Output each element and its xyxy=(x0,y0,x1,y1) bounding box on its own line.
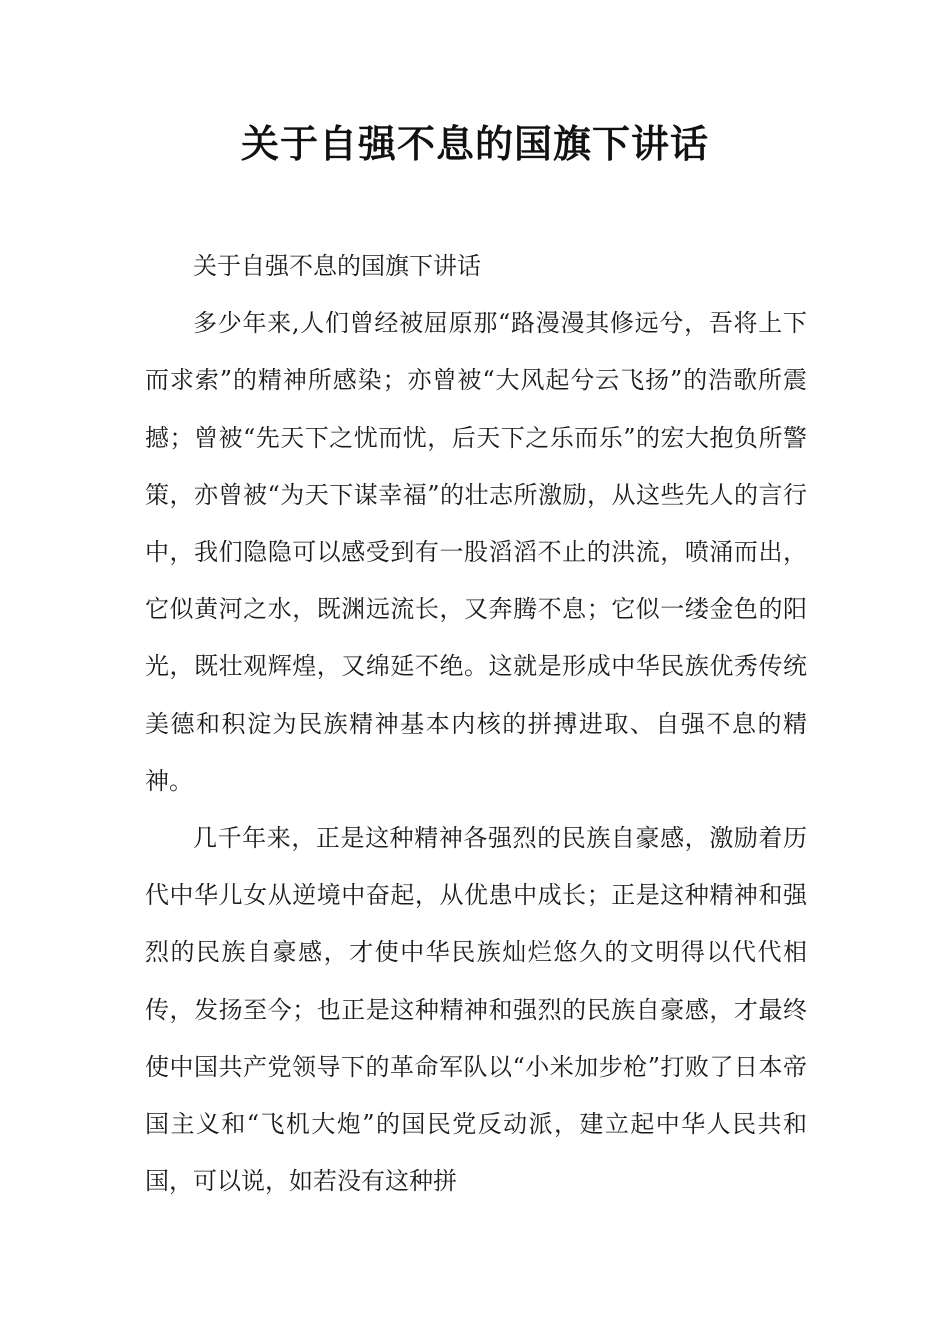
document-title: 关于自强不息的国旗下讲话 xyxy=(240,122,709,166)
paragraph: 多少年来,人们曾经被屈原那“路漫漫其修远兮，吾将上下而求索”的精神所感染；亦曾被“大风起兮云飞扬”的浩歌所震撼；曾被“先天下之忧而忧，后天下之乐而乐”的宏大抱负所警策，亦曾被“为天下谋幸福”的壮志所激励，从这些先人的言行中，我们隐隐可以感受到有一股滔滔不止的洪流，喷涌而出，它似黄河之水，既渊远流长，又奔腾不息；它似一缕金色的阳光，既壮观辉煌，又绵延不绝。这就是形成中华民族优秀传统美德和积淀为民族精神基本内核的拼搏进取、自强不息的精神。 xyxy=(145,309,807,795)
document-body xyxy=(145,238,807,1210)
paragraph-subtitle: 关于自强不息的国旗下讲话 xyxy=(193,252,481,280)
paragraph: 几千年来，正是这种精神各强烈的民族自豪感，激励着历代中华儿女从逆境中奋起，从优患中成长；正是这种精神和强烈的民族自豪感，才使中华民族灿烂悠久的文明得以代代相传，发扬至今；也正是这种精神和强烈的民族自豪感，才最终使中国共产党领导下的革命军队以“小米加步枪”打败了日本帝国主义和“飞机大炮”的国民党反动派，建立起中华人民共和国，可以说，如若没有这种拼 xyxy=(145,824,807,1196)
